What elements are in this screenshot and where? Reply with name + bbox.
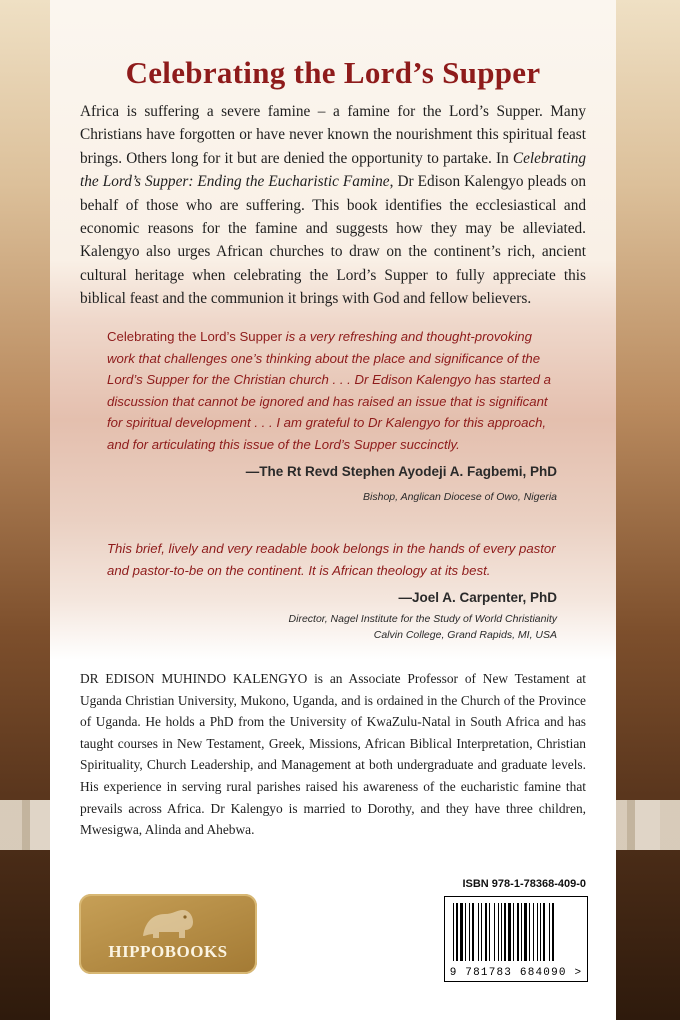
endorsement-name-1: —The Rt Revd Stephen Ayodeji A. Fagbemi, PhD — [245, 464, 557, 479]
endorsement-role-2b: Calvin College, Grand Rapids, MI, USA — [373, 629, 557, 641]
publisher-logo — [79, 894, 257, 974]
barcode-digits: 9 781783 684090 > — [449, 967, 583, 979]
endorsement-quote-1: Celebrating the Lord’s Supper is a very refreshing and thought-provoking work that challenges one’s thinking about the place and significance of the Lord’s Supper for the Christian church . . . Dr Edison Kalengyo has started a discussion that cannot be ignored and has raised an issue that is significant for spiritual development . . . I am grateful to Dr Kalengyo for this approach, and for articulating this issue of the Lord’s Supper succinctly. — [107, 329, 551, 452]
blurb-book-title: Celebrating the Lord’s Supper: Ending the Eucharistic Famine — [80, 149, 586, 191]
endorsement-quote-2: This brief, lively and very readable book belongs in the hands of every pastor and pastor-to-be on the continent. It is African theology at its best. — [107, 541, 556, 578]
barcode-bars — [451, 903, 581, 961]
endorsement-book-ref: Celebrating the Lord’s Supper — [107, 329, 282, 344]
isbn-label: ISBN 978-1-78368-409-0 — [462, 878, 586, 890]
endorsement-role-1: Bishop, Anglican Diocese of Owo, Nigeria — [363, 491, 557, 503]
publisher-name: HIPPOBOOKS — [108, 942, 228, 961]
book-title: Celebrating the Lord’s Supper — [125, 54, 541, 90]
barcode — [444, 896, 588, 982]
blurb-paragraph: Africa is suffering a severe famine – a famine for the Lord’s Supper. Many Christians have forgotten or have never known the nourishment this spiritual feast brings. Others long for it but are denied the opportunity to partake. In Celebrating the Lord’s Supper: Ending the Eucharistic Famine, Dr Edison Kalengyo pleads on behalf of those who are suffering. This book identifies the ecclesiastical and economic reasons for the famine and suggests how they may be alleviated. Kalengyo also urges African churches to draw on the continent’s rich, ancient cultural heritage when celebrating the Lord’s Supper to fully appreciate this biblical feast and the communion it brings with God and fellow believers. — [80, 103, 586, 308]
hippo-icon — [139, 902, 197, 944]
author-bio: DR EDISON MUHINDO KALENGYO is an Associate Professor of New Testament at Uganda Christian University, Mukono, Uganda, and is ordained in the Church of the Province of Uganda. He holds a PhD from the University of KwaZulu-Natal in South Africa and has taught courses in New Testament, Greek, Missions, African Biblical Interpretation, Christian Spirituality, Church Leadership, and Management at both undergraduate and graduate levels. His experience in serving rural parishes raised his awareness of the eucharistic famine that prevails across Africa. Dr Kalengyo is married to Dorothy, and they have three children, Mwesigwa, Alinda and Ahebwa. — [80, 671, 586, 838]
endorsement-name-2: —Joel A. Carpenter, PhD — [398, 590, 557, 605]
endorsement-role-2a: Director, Nagel Institute for the Study of World Christianity — [288, 613, 557, 625]
